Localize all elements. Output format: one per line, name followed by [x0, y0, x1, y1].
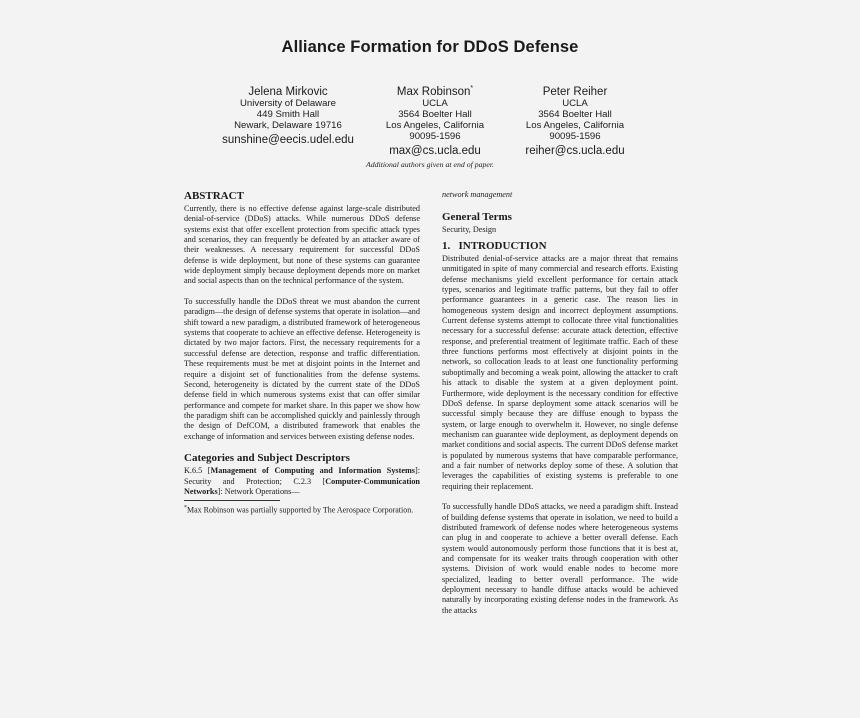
general-terms-heading: General Terms	[442, 210, 512, 223]
author-block-2	[364, 86, 506, 158]
author-email: max@cs.ucla.edu	[389, 145, 481, 157]
author-affiliation-line: 90095-1596	[409, 131, 461, 142]
general-terms-text: Security, Design	[442, 224, 497, 234]
author-affiliation-line: UCLA	[422, 98, 448, 109]
author-block-3	[504, 86, 646, 158]
author-affiliation-line: UCLA	[562, 98, 588, 109]
author-affiliation-line: Los Angeles, California	[385, 120, 485, 131]
categories-heading: Categories and Subject Descriptors	[184, 452, 350, 465]
categories-text: K.6.5 [Management of Computing and Information Systems]: Security and Protection; C.2.3 [Computer-Communication Networks]: Network Operations—	[184, 466, 420, 496]
author-block-1	[218, 86, 358, 147]
author-name: Peter Reiher	[542, 86, 608, 98]
abstract-paragraph-2: To successfully handle the DDoS threat we must abandon the current paradigm—the design of defense systems that operate in isolation—and shift toward a new paradigm, a distributed framework of heterogeneous systems that cooperate to achieve an effective defense. Heterogeneity is dictated by two major factors. First, the necessary requirements for a successful defense are detection, response and traffic differentiation. These requirements must be met at disjoint points in the Internet and require a disjoint set of functionalities from the defense systems. Second, heterogeneity is dictated by the current state of the DDoS defense field in which numerous systems exist that can offer similar performance and compete for market share. In this paper we show how the paradigm shift can be accomplished quickly and painlessly through the design of DefCOM, a distributed framework that enables the exchange of information and services between existing defense nodes.	[184, 297, 420, 441]
author-affiliation-line: 449 Smith Hall	[256, 109, 320, 120]
author-affiliation-line: 3564 Boelter Hall	[398, 109, 472, 120]
author-name: Jelena Mirkovic	[248, 86, 328, 98]
author-name: Max Robinson	[396, 86, 471, 98]
author-affiliation-line: 90095-1596	[549, 131, 601, 142]
author-footnote-mark: *	[470, 85, 474, 92]
introduction-heading: 1. INTRODUCTION	[442, 240, 547, 253]
footnote-rule	[184, 500, 280, 501]
author-affiliation-line: University of Delaware	[240, 98, 336, 109]
left-column	[184, 190, 420, 516]
right-column	[442, 190, 678, 616]
introduction-paragraph-2: To successfully handle DDoS attacks, we need a paradigm shift. Instead of building defense systems that operate in isolation, we need to build a distributed framework of defense nodes where heterogeneous systems can plug in and cooperate to achieve a better overall defense. Each system would autonomously perform those functions that it is best at, and compensate for its weaker traits through cooperation with other systems. Division of work would enable nodes to become more specialized, leading to better overall performance. The wide deployment necessary to handle diffuse attacks would be achieved naturally by incorporating existing defense nodes in the framework. As the attacks	[442, 502, 678, 615]
paper-title: Alliance Formation for DDoS Defense	[281, 38, 579, 56]
author-name-line	[364, 86, 506, 98]
author-affiliation-line: Newark, Delaware 19716	[234, 120, 342, 131]
footnote: *Max Robinson was partially supported by The Aerospace Corporation.	[184, 505, 414, 515]
author-affiliation-line: Los Angeles, California	[525, 120, 625, 131]
author-affiliation-line: 3564 Boelter Hall	[538, 109, 612, 120]
abstract-heading: ABSTRACT	[184, 190, 244, 202]
abstract-paragraph-1: Currently, there is no effective defense against large-scale distributed denial-of-service (DDoS) attacks. While numerous DDoS defense systems exist that offer excellent protection from specific attack types and scenarios, they can frequently be defeated by an attacker aware of their weaknesses. A necessary requirement for successful DDoS defense is wide deployment, but none of these systems can guarantee wide deployment simply because deployment depends more on market and social aspects than on the technical performance of the system.	[184, 204, 420, 286]
categories-continued: network management	[442, 190, 513, 199]
author-email: sunshine@eecis.udel.edu	[222, 134, 354, 146]
author-email: reiher@cs.ucla.edu	[525, 145, 625, 157]
introduction-paragraph-1: Distributed denial-of-service attacks are a major threat that remains unmitigated in spite of many commercial and research efforts. Existing defense mechanisms yield excellent performance for certain attack types, scenarios and legitimate traffic patterns, but they fail to offer performance guarantees in a generic case. The reason lies in homogeneous system design and incorrect deployment assumptions. Current defense systems attempt to collocate three vital functionalities necessary for a successful defense: accurate attack detection, effective response, and preferential treatment of legitimate traffic. Each of these three functions performs most effectively at disjoint points in the network, so collocation leads to at least one functionality performing suboptimally and becoming a weak point, allowing the attacker to craft his attack to disable the system at a given deployment point. Furthermore, wide deployment is the necessary condition for effective DDoS defense. In sparse deployment some attack scenarios will be successful simply because they are diffuse enough to bypass the system, or large enough to overwhelm it. However, no single defense mechanism can guarantee wide deployment, as deployment depends on market conditions and social aspects. The current DDoS defense market is populated by numerous systems that have comparable performance, and a fair number of networks deploy some of these. A solution that leverages the capabilities of existing systems is preferable to one requiring their replacement.	[442, 254, 678, 491]
additional-authors-note: Additional authors given at end of paper.	[366, 160, 494, 169]
